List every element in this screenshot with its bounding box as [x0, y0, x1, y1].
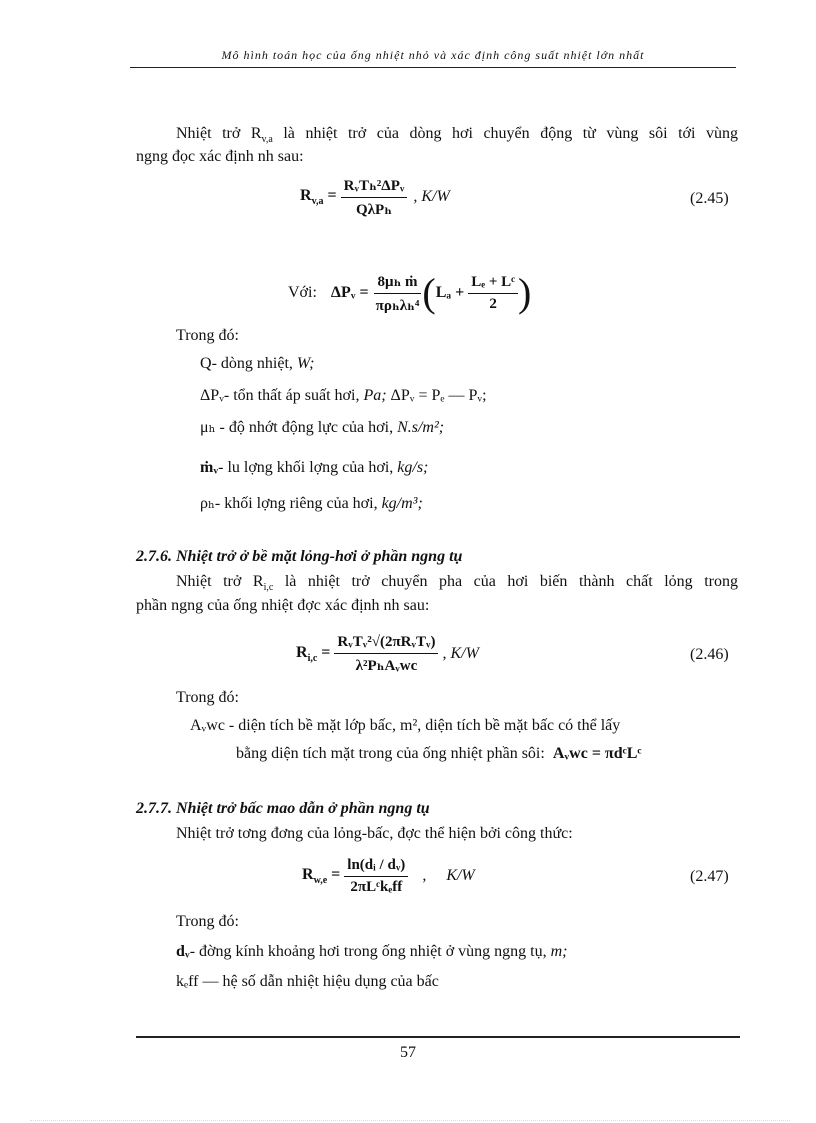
page-number: 57: [400, 1044, 416, 1061]
equation-delta-pv: Với: ΔPᵥ = $\frac{\text{8μₕ ṁ}}{\text{πρₕλₕ⁴}}$ ( Lₐ + $\frac{\text{Lₑ + Lᶜ}}{2}$ ): [288, 270, 532, 315]
equation-2-47: $R_{w,e}$ = $\frac{\text{ln(dᵢ / dᵥ)}}{\text{2πLᶜkₑff}}$ , K/W: [302, 856, 475, 895]
section-2-7-6-heading: 2.7.6. Nhiệt trở ở bề mặt lỏng-hơi ở phần ngng tụ: [136, 548, 463, 565]
sec276-line1: Nhiệt trở $R_{i,c}$ là nhiệt trở chuyển pha của hơi biến thành chất lỏng trong: [176, 573, 739, 594]
where1-item-dpv: ΔPᵥ- tổn thất áp suất hơi, Pa; ΔPᵥ = Pₑ — Pᵥ;: [200, 387, 487, 404]
where1-item-mdot: ṁᵥ- lu lợng khối lợng của hơi, kg/s;: [200, 459, 429, 476]
where1-title: Trong đó:: [176, 327, 239, 344]
para1-line2: ngng đọc xác định nh sau:: [136, 148, 304, 165]
rva-subscript: v,a: [261, 134, 273, 146]
equation-number-2-46: (2.46): [690, 646, 729, 663]
where2-line2: bằng diện tích mặt trong của ống nhiệt phần sôi: Aᵥwc = πdᶜLᶜ: [236, 745, 642, 762]
where2-line1: Aᵥwc - diện tích bề mặt lớp bấc, m², diện tích bề mặt bấc có thể lấy: [190, 717, 621, 734]
section-2-7-7-heading: 2.7.7. Nhiệt trở bấc mao dẫn ở phần ngng tụ: [136, 800, 430, 817]
para1-line1: Nhiệt trở $R_{v,a}$ là nhiệt trở của dòng hơi chuyển động từ vùng sôi tới vùng: [176, 125, 739, 146]
header-rule: [130, 67, 736, 68]
where1-item-q: Q- dòng nhiệt, W;: [200, 355, 315, 372]
equation-2-46: $R_{i,c}$ = $\frac{\text{RᵥTᵥ²√(2πRᵥTᵥ)}}{\text{λ²PₕAᵥwc}}$ , K/W: [296, 633, 479, 674]
sec276-line2: phần ngng của ống nhiệt đợc xác định nh sau:: [136, 597, 430, 614]
footer-rule: [136, 1036, 740, 1038]
running-header: Mô hình toán học của ống nhiệt nhỏ và xác định công suất nhiệt lớn nhất: [221, 48, 645, 62]
equation-number-2-47: (2.47): [690, 868, 729, 885]
where3-item-dv: dᵥ- đờng kính khoảng hơi trong ống nhiệt ở vùng ngng tụ, m;: [176, 943, 568, 960]
equation-number-2-45: (2.45): [690, 190, 729, 207]
sec277-line1: Nhiệt trở tơng đơng của lỏng-bấc, đợc thể hiện bởi công thức:: [176, 825, 573, 842]
eq45-fraction: $\frac{\text{RᵥTₕ²ΔPᵥ}}{\text{QλPₕ}}$: [341, 176, 408, 219]
page-bottom-dotted-edge: [30, 1120, 790, 1121]
where1-item-mu: μₕ - độ nhớt động lực của hơi, N.s/m²;: [200, 419, 445, 436]
where3-item-keff: kₑff — hệ số dẫn nhiệt hiệu dụng của bấc: [176, 973, 439, 990]
where1-item-rho: ρₕ- khối lợng riêng của hơi, kg/m³;: [200, 495, 423, 512]
equation-2-45: $R_{v,a}$ = $\frac{\text{RᵥTₕ²ΔPᵥ}}{\text{QλPₕ}}$ , K/W: [300, 177, 450, 218]
where2-title: Trong đó:: [176, 689, 239, 706]
where3-title: Trong đó:: [176, 913, 239, 930]
